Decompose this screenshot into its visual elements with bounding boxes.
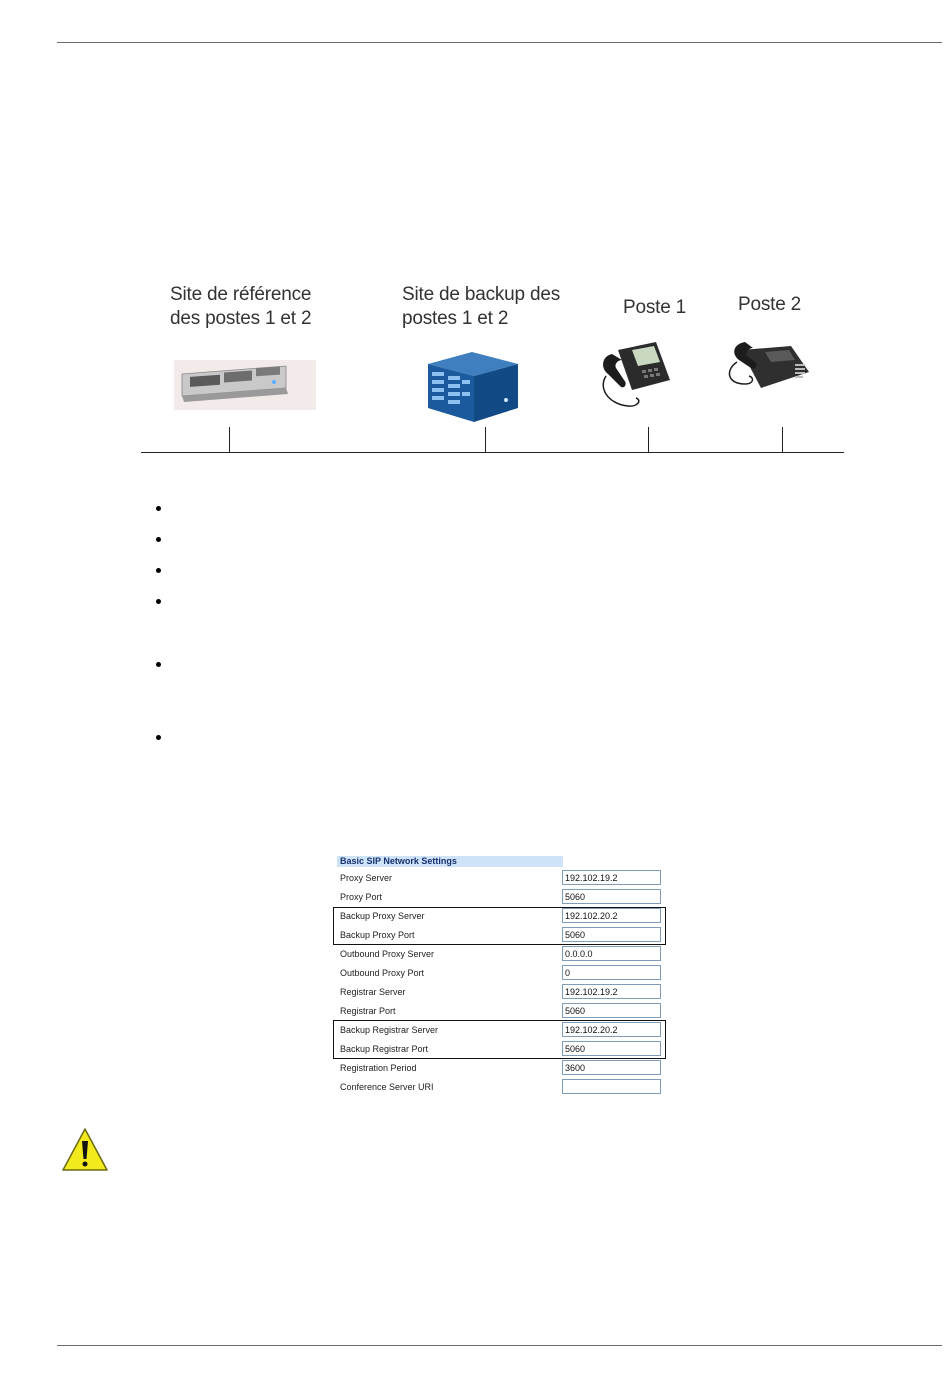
bullet-marker — [155, 661, 163, 669]
registrar-port-field[interactable]: 5060 — [562, 1003, 661, 1018]
backup-proxy-port-field[interactable]: 5060 — [562, 927, 661, 942]
sip-row-registrar-server — [333, 984, 666, 1003]
sip-row-proxy-server — [333, 870, 666, 889]
sip-row-proxy-port — [333, 889, 666, 908]
proxy-server-field[interactable]: 192.102.19.2 — [562, 870, 661, 885]
registrar-server-field[interactable]: 192.102.19.2 — [562, 984, 661, 999]
desk-phone-icon — [721, 338, 811, 394]
backup-site-connector — [485, 427, 486, 453]
bullet-marker — [155, 536, 163, 544]
network-line — [141, 452, 844, 453]
header-rule — [57, 42, 942, 43]
field-label: Registrar Server — [340, 987, 406, 997]
pbx-cabinet-icon — [426, 348, 522, 424]
field-label: Registrar Port — [340, 1006, 396, 1016]
field-label: Outbound Proxy Port — [340, 968, 425, 978]
field-label: Conference Server URI — [340, 1082, 434, 1092]
backup-site-label: Site de backup des postes 1 et 2 — [402, 284, 561, 329]
sip-row-outbound-proxy-server — [333, 946, 666, 965]
field-label: Outbound Proxy Server — [340, 949, 435, 959]
field-label: Backup Proxy Port — [340, 930, 415, 940]
phone-2-label: Poste 2 — [738, 294, 802, 315]
desk-phone-icon — [598, 340, 674, 410]
field-label: Proxy Server — [340, 873, 393, 883]
proxy-port-field[interactable]: 5060 — [562, 889, 661, 904]
phone-2-connector — [782, 427, 783, 453]
network-diagram — [141, 270, 846, 455]
sip-row-conference-server-uri — [333, 1079, 666, 1098]
rack-server-icon — [174, 360, 316, 410]
sip-panel-header: Basic SIP Network Settings — [337, 856, 563, 867]
outbound-proxy-server-field[interactable]: 0.0.0.0 — [562, 946, 661, 961]
field-label: Backup Proxy Server — [340, 911, 425, 921]
field-label: Proxy Port — [340, 892, 383, 902]
phone-1-label: Poste 1 — [623, 297, 687, 318]
outbound-proxy-port-field[interactable]: 0 — [562, 965, 661, 980]
warning-triangle-icon — [61, 1127, 109, 1172]
ref-site-label: Site de référence des postes 1 et 2 — [170, 284, 312, 329]
backup-proxy-highlight-box — [333, 907, 666, 945]
bullet-marker — [155, 734, 163, 742]
field-label: Backup Registrar Port — [340, 1044, 429, 1054]
bullet-marker — [155, 598, 163, 606]
bullet-marker — [155, 505, 163, 513]
backup-registrar-port-field[interactable]: 5060 — [562, 1041, 661, 1056]
sip-row-registration-period — [333, 1060, 666, 1079]
ref-site-connector — [229, 427, 230, 453]
phone-1-connector — [648, 427, 649, 453]
footer-rule — [57, 1345, 942, 1346]
backup-registrar-server-field[interactable]: 192.102.20.2 — [562, 1022, 661, 1037]
backup-registrar-highlight-box — [333, 1020, 666, 1059]
sip-settings-panel — [333, 853, 666, 1100]
sip-row-outbound-proxy-port — [333, 965, 666, 984]
conference-server-uri-field[interactable] — [562, 1079, 661, 1094]
field-label: Backup Registrar Server — [340, 1025, 439, 1035]
backup-proxy-server-field[interactable]: 192.102.20.2 — [562, 908, 661, 923]
field-label: Registration Period — [340, 1063, 417, 1073]
registration-period-field[interactable]: 3600 — [562, 1060, 661, 1075]
bullet-marker — [155, 567, 163, 575]
